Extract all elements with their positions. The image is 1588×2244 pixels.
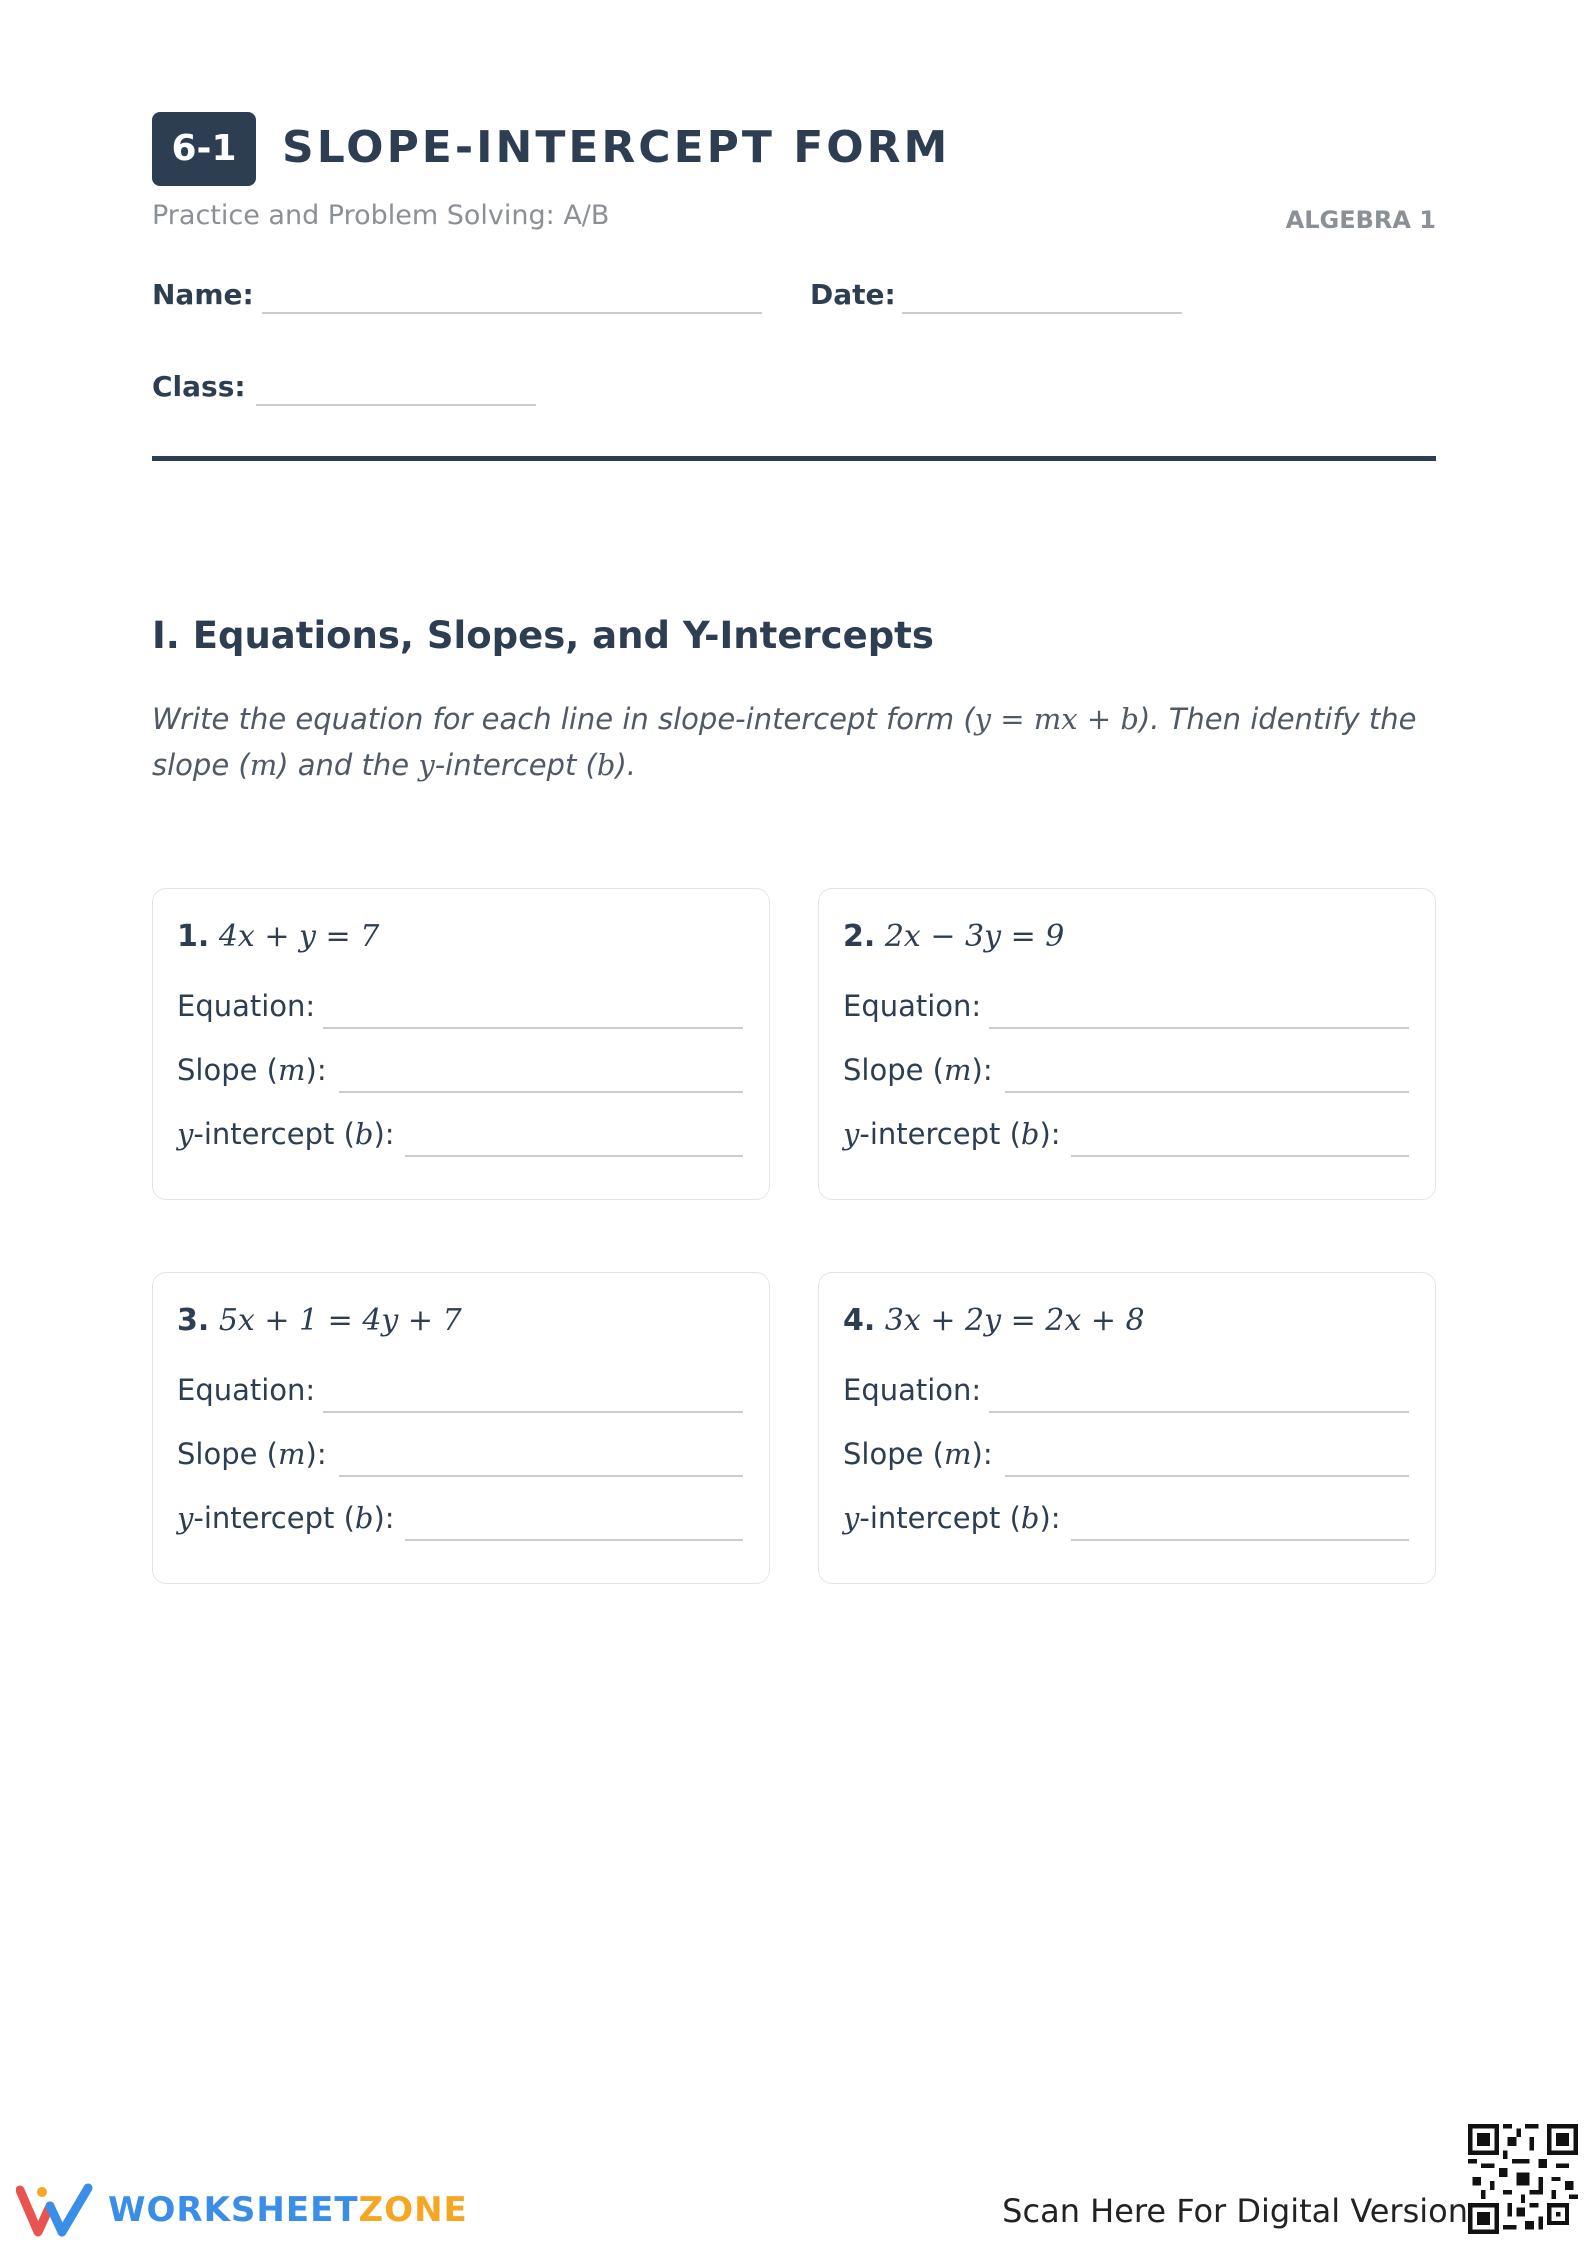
class-label: Class:: [152, 370, 246, 403]
section-title: I. Equations, Slopes, and Y-Intercepts: [152, 614, 934, 657]
yint-row: y-intercept (b):: [177, 1501, 395, 1535]
yint-answer-line[interactable]: [1071, 1539, 1409, 1541]
yint-answer-line[interactable]: [405, 1155, 743, 1157]
class-field[interactable]: [256, 404, 536, 406]
problem-card-3: [152, 1272, 770, 1584]
slope-row: Slope (m):: [843, 1053, 993, 1087]
problem-prompt: 1. 4x + y = 7: [177, 919, 380, 954]
problem-prompt: 3. 5x + 1 = 4y + 7: [177, 1303, 462, 1338]
slope-answer-line[interactable]: [339, 1475, 743, 1477]
equation-row: Equation:: [177, 989, 315, 1023]
date-label: Date:: [810, 278, 896, 311]
slope-answer-line[interactable]: [339, 1091, 743, 1093]
course-label: ALGEBRA 1: [1285, 206, 1436, 234]
yint-row: y-intercept (b):: [843, 1501, 1061, 1535]
name-label: Name:: [152, 278, 254, 311]
equation-answer-line[interactable]: [323, 1027, 743, 1029]
equation-answer-line[interactable]: [323, 1411, 743, 1413]
problem-prompt: 4. 3x + 2y = 2x + 8: [843, 1303, 1145, 1338]
equation-row: Equation:: [843, 1373, 981, 1407]
equation-row: Equation:: [843, 989, 981, 1023]
problem-prompt: 2. 2x − 3y = 9: [843, 919, 1065, 954]
lesson-badge: 6-1: [152, 112, 256, 186]
yint-row: y-intercept (b):: [843, 1117, 1061, 1151]
instructions: Write the equation for each line in slope-intercept form (y = mx + b). Then identify the slope (m) and the y-intercept (b).: [152, 702, 1417, 782]
page-title: SLOPE-INTERCEPT FORM: [282, 122, 951, 173]
slope-row: Slope (m):: [177, 1053, 327, 1087]
yint-answer-line[interactable]: [1071, 1155, 1409, 1157]
header-divider: [152, 456, 1436, 461]
equation-answer-line[interactable]: [989, 1027, 1409, 1029]
brand-name: WORKSHEETZONE: [108, 2190, 468, 2230]
equation-answer-line[interactable]: [989, 1411, 1409, 1413]
name-field[interactable]: [262, 312, 762, 314]
slope-answer-line[interactable]: [1005, 1091, 1409, 1093]
problem-card-4: [818, 1272, 1436, 1584]
qr-code-icon[interactable]: [1468, 2124, 1578, 2234]
worksheetzone-logo-icon: [16, 2182, 96, 2238]
yint-answer-line[interactable]: [405, 1539, 743, 1541]
equation-row: Equation:: [177, 1373, 315, 1407]
slope-answer-line[interactable]: [1005, 1475, 1409, 1477]
scan-text: Scan Here For Digital Version: [1002, 2192, 1468, 2230]
date-field[interactable]: [902, 312, 1182, 314]
yint-row: y-intercept (b):: [177, 1117, 395, 1151]
problem-card-1: [152, 888, 770, 1200]
problem-card-2: [818, 888, 1436, 1200]
slope-row: Slope (m):: [843, 1437, 993, 1471]
slope-row: Slope (m):: [177, 1437, 327, 1471]
page-subtitle: Practice and Problem Solving: A/B: [152, 200, 610, 231]
